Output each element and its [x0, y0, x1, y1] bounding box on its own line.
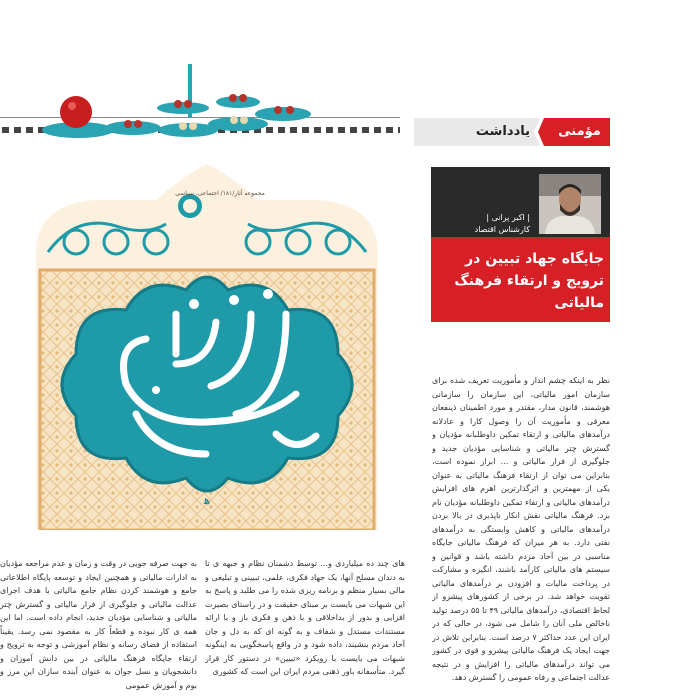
section-label: مؤمنی — [558, 124, 601, 139]
section-label-badge — [549, 118, 610, 146]
author-name: | اکبر پرانی | — [486, 213, 530, 222]
author-photo — [539, 174, 601, 234]
section-title: یادداشت — [475, 124, 530, 139]
article-column-left: به جهت صرفه جویی در وقت و زمان و عدم مراجعه مؤدیان به ادارات مالیاتی و همچنین ایجاد و توسعه پایگاه اطلاعاتی جامع و هوشمند کردن نظام جامع مالیاتی با هدف اجرای عدالت مالیاتی و جلوگیری از فرار مالیاتی و گسترش چتر مالیاتی و شناسایی مؤدیان جدید، انجام داده است. اما این همه ی کار نبوده و قطعاً کار به مقصود نمی رسد. یقیناً استفاده از فضای رسانه و نظام آموزشی و توجه به ترویج و ارتقاء جایگاه فرهنگ مالیاتی در بین دانش آموزان و دانشجویان و نسل جوان به عنوان آینده سازان این مرز و بوم و آموزش عمومی — [0, 559, 197, 690]
author-portrait-icon — [539, 174, 601, 234]
article-column-middle: های چند ده میلیاردی و... توسط دشمنان نظام و جبهه ی تا به دندان مسلح آنها، یک جهاد فکری، علمی، تبیینی و تبلیغی و مالی بسیار منظم و برنامه ریزی شده را می طلبد و پاسخ به این شبهات می بایست بر مبنای حقیقت و در راستای بصیرت افزایی و بدور از بداخلاقی و با ذهن و فکری باز و با ارائه مستندات مستدل و شفاف و به گونه ای که به دل و جان آحاد مردم بنشیند، داده شود و در واقع پاسخگویی به اینگونه شبهات می بایست با رویکرد «تبیین» در دستور کار قرار گیرد. متأسفانه باور ذهنی مردم ایران این است که کشوری — [205, 559, 405, 676]
author-role: کارشناس اقتصاد — [474, 225, 530, 234]
poster-collection-label: مجموعه آثار/۱۸۱/ اجتماعی، سیاسی — [175, 190, 265, 197]
fruit-bowls-decoration — [38, 64, 318, 146]
poster-illustration — [36, 164, 378, 530]
article-title: جایگاه جهاد تبیین در ترویج و ارتقاء فرهنگ مالیاتی — [454, 251, 604, 311]
author-byline — [440, 212, 530, 236]
svg-text:ﻫ: ﻫ — [203, 493, 211, 507]
article-column-right: نظر به اینکه چشم انداز و مأموریت تعریف شده برای سازمان امور مالیاتی، این سازمان را سازمانی هوشمند، قانون مدار، مقتدر و مورد اطمینان ذینفعان معرفی و مأموریت آن را وصول کارا و عادلانه درآمدهای مالیاتی و ارتقاء تمکین داوطلبانه مؤدیان و گسترش چتر مالیاتی و شناسایی مؤدیان جدید و جلوگیری از فرار مالیاتی و ... ابراز نموده است، بنابراین می توان از ارتقاء فرهنگ مالیاتی به عنوان یکی از مهمترین و اثرگذارترین اهرم های افزایش درآمدهای مالیاتی و ارتقاء تمکین داوطلبانه مؤدیان نام برد. فرهنگ مالیاتی نقش انکار ناپذیری در بالا بردن درآمدهای مالیاتی و کاهش وابستگی به درآمدهای نفتی دارد. به هر میزان که فرهنگ مالیاتی جایگاه مناسبی در بین آحاد مردم داشته باشد و قوانین و سیستم های مالیاتی کارآمد باشند، انگیزه و مشارکت در پرداخت مالیات و افزودن بر درآمدهای مالیاتی تقویت خواهد شد. در برخی از کشورهای پیشرو از لحاظ اقتصادی، درآمدهای مالیاتی ۴۹ تا ۵۵ درصد تولید ناخالص ملی آنان را شامل می شود، در حالی که در ایران این عدد حداکثر ۷ درصد است. بنابراین تلاش در جهت ایجاد یک فرهنگ مالیاتی پیشرو و قوی در کشور می تواند درآمدهای مالیاتی را افزایش و در نتیجه عدالت اجتماعی و رفاه عمومی را گسترش دهد. — [432, 376, 610, 682]
